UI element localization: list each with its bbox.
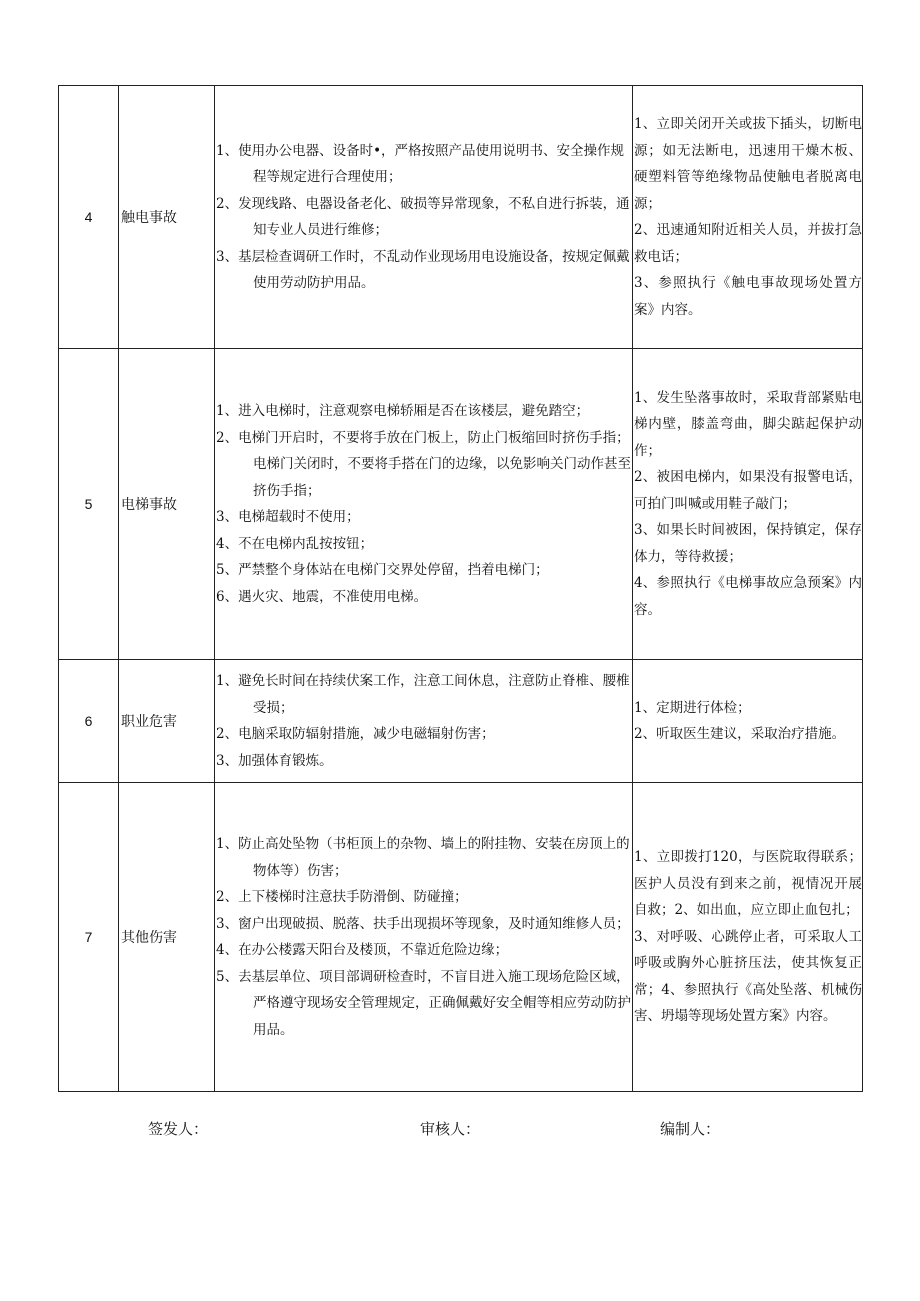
prevention-item: 1、避免长时间在持续伏案工作，注意工间休息，注意防止脊椎、腰椎受损； (216, 673, 630, 716)
prevention-item: 1、使用办公电器、设备时•，严格按照产品使用说明书、安全操作规程等规定进行合理使用； (216, 142, 625, 185)
prevention-measures (215, 349, 633, 660)
prevention-measures (215, 86, 633, 349)
prevention-item: 4、不在电梯内乱按按钮； (216, 535, 374, 552)
risk-table (58, 85, 863, 1092)
hazard-type: 职业危害 (119, 660, 215, 783)
hazard-type: 触电事故 (119, 86, 215, 349)
prevention-item: 2、发现线路、电器设备老化、破损等异常现象，不私自进行拆装，通知专业人员进行维修； (216, 195, 630, 238)
table-row (59, 86, 863, 349)
emergency-response (633, 349, 863, 660)
prevention-measures (215, 660, 633, 783)
table-row (59, 349, 863, 660)
reviewer-label: 审核人： (420, 1120, 481, 1138)
row-number: 5 (59, 349, 119, 660)
prevention-item: 3、窗户出现破损、脱落、扶手出现损坏等现象，及时通知维修人员； (216, 915, 630, 932)
table-row (59, 660, 863, 783)
response-item: 1、立即拨打120，与医院取得联系；医护人员没有到来之前，视情况开展自救；2、如出血，应立即止血包扎； (634, 849, 862, 919)
response-item: 1、立即关闭开关或拔下插头，切断电源；如无法断电，迅速用干燥木板、硬塑料管等绝缘物品使触电者脱离电源； (634, 116, 862, 212)
prevention-item: 4、在办公楼露天阳台及楼顶，不靠近危险边缘； (216, 942, 509, 958)
response-item: 4、参照执行《电梯事故应急预案》内容。 (634, 575, 862, 618)
prevention-item: 2、电脑采取防辐射措施，减少电磁辐射伤害； (216, 726, 495, 742)
response-item: 3、如果长时间被困，保持镇定，保存体力，等待救援； (634, 522, 862, 565)
prevention-item: 2、电梯门开启时，不要将手放在门板上，防止门板缩回时挤伤手指；电梯门关闭时，不要将手搭在门的边缘，以免影响关门动作甚至挤伤手指； (216, 429, 631, 499)
row-number: 4 (59, 86, 119, 349)
issuer-label: 签发人： (148, 1120, 209, 1138)
response-item: 3、对呼吸、心跳停止者，可采取人工呼吸或胸外心脏挤压法，使其恢复正常；4、参照执行《高处坠落、机械伤害、坍塌等现场处置方案》内容。 (634, 928, 862, 1025)
emergency-response (633, 660, 863, 783)
response-item: 1、定期进行体检； (634, 699, 751, 716)
response-item: 3、参照执行《触电事故现场处置方案》内容。 (634, 275, 862, 318)
hazard-type: 其他伤害 (119, 783, 215, 1092)
prevention-item: 5、严禁整个身体站在电梯门交界处停留，挡着电梯门； (216, 562, 549, 578)
prevention-item: 5、去基层单位、项目部调研检查时，不盲目进入施工现场危险区域，严格遵守现场安全管理规定，正确佩戴好安全帽等相应劳动防护用品。 (216, 968, 631, 1038)
prevention-item: 6、遇火灾、地震，不准使用电梯。 (216, 588, 428, 605)
prevention-item: 1、防止高处坠物（书柜顶上的杂物、墙上的附挂物、安装在房顶上的物体等）伤害； (216, 836, 630, 879)
prevention-item: 3、电梯超载时不使用； (216, 509, 360, 525)
prevention-item: 3、基层检查调研工作时，不乱动作业现场用电设施设备，按规定佩戴使用劳动防护用品。 (216, 248, 630, 291)
response-item: 2、听取医生建议，采取治疗措施。 (634, 726, 846, 742)
emergency-response (633, 86, 863, 349)
prevention-item: 3、加强体育锻炼。 (216, 752, 333, 769)
hazard-type: 电梯事故 (119, 349, 215, 660)
row-number: 6 (59, 660, 119, 783)
prevention-item: 1、进入电梯时，注意观察电梯轿厢是否在该楼层，避免踏空； (216, 403, 590, 419)
table-row (59, 783, 863, 1092)
prevention-measures (215, 783, 633, 1092)
response-item: 2、被困电梯内，如果没有报警电话，可拍门叫喊或用鞋子敲门； (634, 469, 862, 512)
response-item: 1、发生坠落事故时，采取背部紧贴电梯内壁，膝盖弯曲，脚尖踮起保护动作； (634, 389, 862, 459)
emergency-response (633, 783, 863, 1092)
response-item: 2、迅速通知附近相关人员，并拔打急救电话； (634, 222, 862, 265)
compiler-label: 编制人： (660, 1120, 721, 1138)
row-number: 7 (59, 783, 119, 1092)
prevention-item: 2、上下楼梯时注意扶手防滑倒、防碰撞； (216, 889, 468, 905)
